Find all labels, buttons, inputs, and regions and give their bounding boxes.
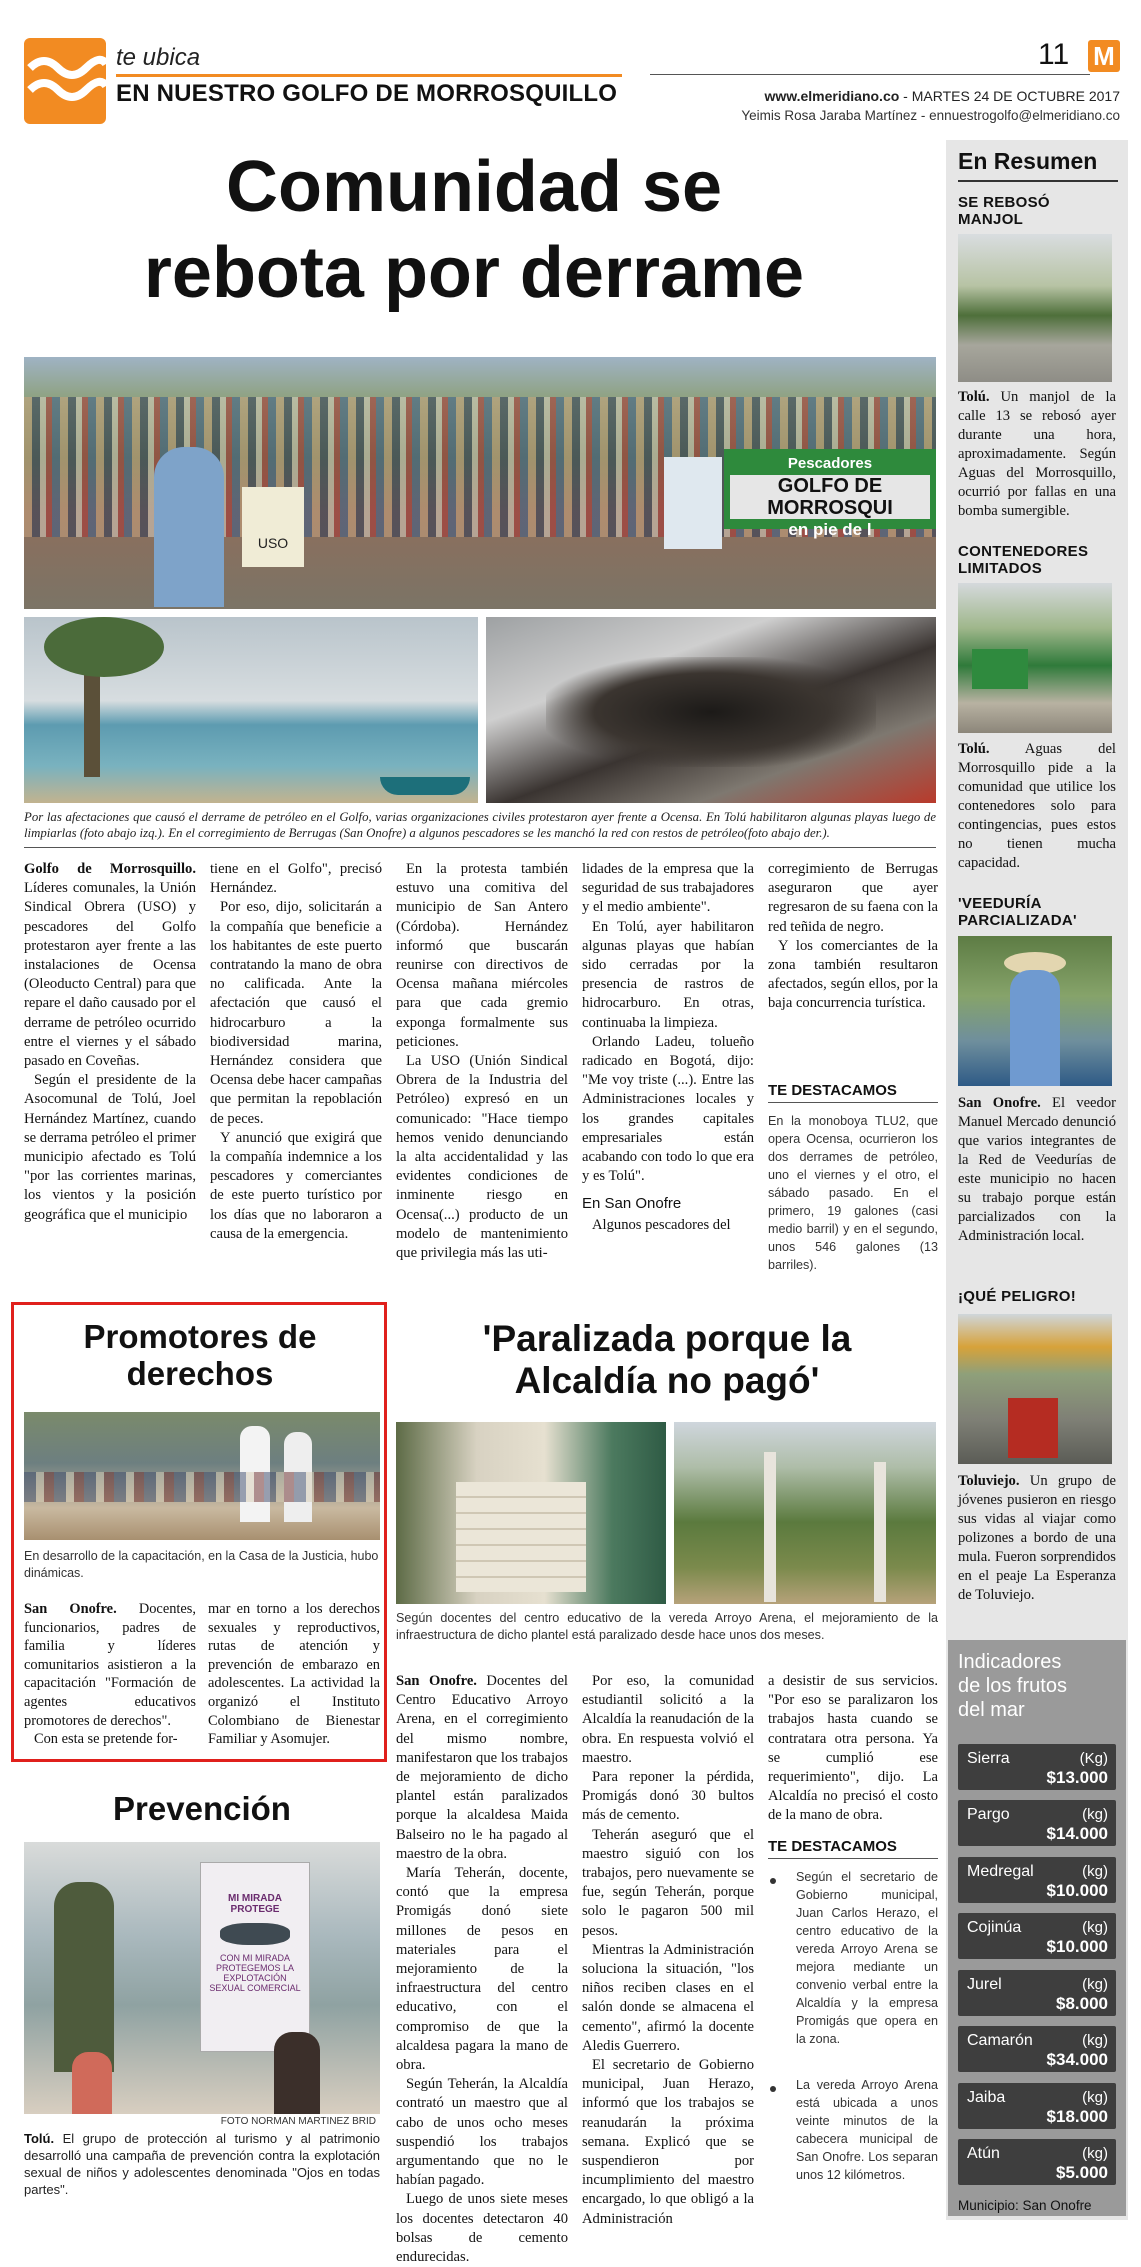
- caption-rule: [24, 847, 936, 848]
- training-photo: [24, 1412, 380, 1540]
- price-value: $13.000: [1046, 1768, 1108, 1787]
- stained-net-photo: [486, 617, 936, 803]
- sidebar-title: En Resumen: [958, 148, 1098, 174]
- price-fish-name: Camarón: [967, 2032, 1033, 2049]
- manhole-photo: [958, 234, 1112, 382]
- bullet-text-2: La vereda Arroyo Arena está ubicada a unos veinte minutos de la cabecera municipal de San Onofre. Los separan unos 12 kilómetros.: [796, 2078, 938, 2182]
- author-line: Yeimis Rosa Jaraba Martínez - ennuestrogolfo@elmeridiano.co: [741, 108, 1120, 123]
- prices-list: [948, 0, 1126, 1]
- price-fish-name: Cojinúa: [967, 1919, 1022, 1936]
- price-value: $8.000: [1056, 1994, 1108, 2013]
- te-destacamos-paralizada-title: TE DESTACAMOS: [768, 1838, 897, 1855]
- price-value: $5.000: [1056, 2163, 1108, 2182]
- photo-credit: FOTO NORMAN MARTINEZ BRID: [220, 2116, 376, 2127]
- prevencion-text: Tolú. El grupo de protección al turismo y al patrimonio desarrolló una campaña de prevención contra la explotación sexual de niños y adolescentes denominada "Ojos en todas partes".: [24, 2131, 380, 2197]
- price-unit: (kg): [1082, 1976, 1108, 1993]
- school-yard-photo: [674, 1422, 936, 1604]
- sidebar-title-rule: [958, 180, 1118, 182]
- price-unit: (kg): [1082, 2145, 1108, 2162]
- cement-photo: [396, 1422, 666, 1604]
- main-headline: [24, 144, 924, 316]
- price-value: $10.000: [1046, 1881, 1108, 1900]
- price-value: $14.000: [1046, 1824, 1108, 1843]
- sidebar-item-2-head: CONTENEDORES LIMITADOS: [958, 543, 1089, 577]
- promotores-caption: En desarrollo de la capacitación, en la Casa de la Justicia, hubo dinámicas.: [24, 1549, 379, 1580]
- sidebar-item-3-head: 'VEEDURÍA PARCIALIZADA': [958, 895, 1077, 929]
- promotores-title: Promotores de derechos: [83, 1318, 317, 1392]
- price-unit: (kg): [1082, 2089, 1108, 2106]
- bullet-dot-2: [770, 2086, 776, 2092]
- sidebar-item-1-text: Tolú. Un manjol de la calle 13 se rebosó ayer durante una hora, aproximadamente. Según Aguas del Morrosquillo, ocurrió por fallas en una bomba sumergible.: [958, 389, 1116, 519]
- bullet-text-1: Según el secretario de Gobierno municipal, Juan Carlos Herazo, el centro educativo de la vereda Arroyo Arena se mejora mediante un convenio verbal entre la Alcaldía y la empresa Promigás que opera en la zona.: [796, 1870, 938, 2046]
- te-destacamos-main-title: TE DESTACAMOS: [768, 1082, 897, 1099]
- main-col-5: corregimiento de Berrugas aseguraron que ayer regresaron de su faena con la red teñida de negro. Y los comerciantes de la zona también resultaron afectados, según ellos, por la baja concurrencia turística.: [768, 861, 938, 1012]
- section-title: EN NUESTRO GOLFO DE MORROSQUILLO: [116, 80, 618, 107]
- prices-title: Indicadores de los frutos del mar: [958, 1651, 1067, 1721]
- price-unit: (kg): [1082, 2032, 1108, 2049]
- promotores-col-1: San Onofre. Docentes, funcionarios, padres de familia y líderes comunitarios asistieron a la capacitación "Formación de agentes educativos promotores de derechos". Con esta se pretende for-: [24, 1601, 196, 1748]
- header-rule-right: [650, 74, 1090, 75]
- containers-photo: [958, 583, 1112, 733]
- sidebar-item-4-head: ¡QUÉ PELIGRO!: [958, 1288, 1077, 1305]
- main-col-2: tiene en el Golfo", precisó Hernández. Por eso, dijo, solicitarán a la compañía que beneficie a los habitantes de este puerto contratando la mano de obra no calificada. Ante la afectación que causó el hidrocarburo a la biodiversidad marina, Hernández considera que Ocensa debe hacer campañas que permitan la repoblación de peces. Y anunció que exigirá que la compañía indemnice a los pescadores y comerciantes de este puerto turístico por los días que no laboraron a causa de la emergencia.: [210, 861, 382, 1242]
- paralizada-col-1: San Onofre. Docentes del Centro Educativo Arroyo Arena, en el corregimiento del mismo nombre, manifestaron que los trabajos de mejoramiento de dicho plantel están paralizados porque la alcaldesa Maida Balseiro no le ha pagado al maestro de la obra. María Teherán, docente, contó que la empresa Promigás donó siete millones de pesos en materiales para el mejoramiento de la infraestructura del centro educativo, con el compromiso de que la alcaldesa pagara la mano de obra. Según Teherán, la Alcaldía contrató un maestro que al cabo de unos ocho meses suspendió los trabajos argumentando que no le habían pagado. Luego de unos siete meses los docentes detectaron 40 bolsas de cemento endurecidas.: [396, 1673, 568, 2266]
- price-fish-name: Pargo: [967, 1806, 1010, 1823]
- page-number: 11: [1038, 38, 1070, 71]
- protest-photo: [24, 357, 936, 609]
- main-col-3: En la protesta también estuvo una comitiva del municipio de San Antero (Córdoba). Hernández informó que buscarán reunirse con directivos de Ocensa mañana miércoles para que cada gremio exponga formalmente sus peticiones. La USO (Unión Sindical Obrera de la Industria del Petróleo) expresó en un comunicado: "Hace tiempo hemos venido denunciando la alta accidentalidad y las evidentes condiciones de inminente riesgo en Ocensa(...) producto de un modelo de mantenimiento que privilegia más las uti-: [396, 861, 568, 1262]
- beach-photo: [24, 617, 478, 803]
- protest-sign-uso: USO: [242, 487, 304, 567]
- price-row-5: [958, 2026, 1116, 2072]
- paralizada-caption: Según docentes del centro educativo de la vereda Arroyo Arena, el mejoramiento de la infraestructura de dicho plantel está paralizado desde hace unos dos meses.: [396, 1611, 938, 1642]
- price-row-7: [958, 2139, 1116, 2185]
- header-kicker: te ubica: [116, 44, 201, 71]
- main-photo-caption: Por las afectaciones que causó el derrame de petróleo en el Golfo, varias organizaciones civiles protestaron ayer frente a Ocensa. En Tolú habilitaron algunas playas luego de limpiarlas (foto abajo izq.). En el corregimiento de Berrugas (San Onofre) a algunos pescadores se les manchó la red con restos de petróleo(foto abajo der.).: [24, 810, 936, 840]
- price-unit: (Kg): [1079, 1750, 1108, 1767]
- sidebar-item-3-text: San Onofre. El veedor Manuel Mercado denunció que varios integrantes de la Red de Veedurías de este municipio no hacen su trabajo porque están parcializados con la Administración local.: [958, 1095, 1116, 1244]
- price-row-0: [958, 1744, 1116, 1790]
- paralizada-col-2: Por eso, la comunidad estudiantil solicitó a la Alcaldía la reanudación de la obra. En respuesta volvió el maestro. Para reponer la pérdida, Promigás donó 30 bultos más de cemento. Teherán aseguró que el maestro siguió con los trabajos, pero nuevamente se fue, según Teherán, porque solo le pagaron 500 mil pesos. Mientras la Administración soluciona la situación, "los niños reciben clases en el salón donde se almacena el cemento", afirmó la docente Aledis Guerrero. El secretario de Gobierno municipal, Juan Herazo, informó que los trabajos se reanudarán la próxima semana. Explicó que se suspendieron por incumplimiento del maestro encargado, lo que obligó a la Administración: [582, 1673, 754, 2227]
- main-col-4: lidades de la empresa que la seguridad de sus trabajadores y el medio ambiente". En Tolú, ayer habilitaron algunas playas que habían sido cerradas por la presencia de rastros de hidrocarburo. En otras, continuaba la limpieza. Orlando Ladeu, tolueño radicado en Bogotá, dijo: "Me voy triste (...). Entre las Administraciones locales y los grandes capitales empresariales están acabando con todo lo que era y es Tolú". En San Onofre Algunos pescadores del: [582, 861, 754, 1233]
- headline-line-2: rebota por derrame: [143, 233, 805, 313]
- promotores-col-2: mar en torno a los derechos sexuales y reproductivos, rutas de atención y prevención de embarazo en adolescentes. La actividad la organizó el Instituto Colombiano de Bienestar Familiar y Asomujer.: [208, 1601, 380, 1748]
- newspaper-logo-icon: M: [1088, 40, 1120, 72]
- section-logo-icon: [24, 38, 106, 124]
- price-row-6: [958, 2083, 1116, 2129]
- price-fish-name: Jaiba: [967, 2089, 1006, 2106]
- protest-banner: Pescadores GOLFO DE MORROSQUI en pie de l: [724, 449, 936, 529]
- price-row-4: [958, 1970, 1116, 2016]
- price-fish-name: Sierra: [967, 1750, 1010, 1767]
- price-value: $18.000: [1046, 2107, 1108, 2126]
- police-photo: [24, 1842, 380, 2114]
- veedor-photo: [958, 936, 1112, 1086]
- toll-photo: [958, 1314, 1112, 1464]
- price-value: $10.000: [1046, 1937, 1108, 1956]
- header-dateline: [650, 88, 1120, 104]
- site-url[interactable]: www.elmeridiano.co: [764, 88, 900, 104]
- paralizada-title: 'Paralizada porque la Alcaldía no pagó': [482, 1318, 852, 1401]
- paralizada-col-3: a desistir de sus servicios. "Por eso se paralizaron los trabajos hasta cuando se contratara otra persona. Ya se cumplió ese requerimiento", dijo. La Alcaldía no precisó el costo de la mano de obra.: [768, 1673, 938, 1824]
- price-fish-name: Jurel: [967, 1976, 1002, 1993]
- price-value: $34.000: [1046, 2050, 1108, 2069]
- price-row-2: [958, 1857, 1116, 1903]
- subhead-san-onofre: En San Onofre: [582, 1195, 682, 1213]
- date: - MARTES 24 DE OCTUBRE 2017: [899, 88, 1120, 104]
- te-destacamos-main-rule: [768, 1102, 938, 1103]
- te-destacamos-main-text: En la monoboya TLU2, que opera Ocensa, ocurrieron los dos derrames de petróleo, uno el viernes y el otro, el sábado pasado. En el primero, 19 galones (casi medio barril) y en el segundo, unos 546 galones (13 barriles).: [768, 1114, 938, 1272]
- sidebar-item-1-head: SE REBOSÓ MANJOL: [958, 194, 1050, 228]
- price-fish-name: Atún: [967, 2145, 1000, 2162]
- price-row-1: [958, 1800, 1116, 1846]
- header-rule: [116, 74, 622, 77]
- campaign-banner: MI MIRADA PROTEGE CON MI MIRADA PROTEGEMOS LA EXPLOTACIÓN SEXUAL COMERCIAL: [200, 1862, 310, 2052]
- headline-line-1: Comunidad se: [225, 147, 723, 227]
- municipio-label: Municipio: San Onofre: [958, 2198, 1092, 2213]
- sidebar-item-4-text: Toluviejo. Un grupo de jóvenes pusieron en riesgo sus vidas al viajar como polizones a bordo de una mula. Fueron sorprendidos en el peaje La Esperanza de Toluviejo.: [958, 1473, 1116, 1603]
- main-col-1: Golfo de Morrosquillo. Líderes comunales, la Unión Sindical Obrera (USO) y pescadores del Golfo protestaron ayer frente a las instalaciones de Ocensa (Oleoducto Central) para que repare el daño causado por el derrame de petróleo ocurrido entre el viernes y el sábado pasado en Coveñas. Según el presidente de la Asocomunal de Tolú, Joel Hernández Martínez, cuando se derrama petróleo el primer municipio afectado es Tolú "por las corrientes marinas, los vientos y la posición geográfica que el municipio: [24, 861, 196, 1223]
- price-unit: (kg): [1082, 1863, 1108, 1880]
- price-row-3: [958, 1913, 1116, 1959]
- prevencion-title: Prevención: [113, 1790, 291, 1827]
- price-fish-name: Medregal: [967, 1863, 1034, 1880]
- te-destacamos-paralizada-rule: [768, 1858, 938, 1859]
- price-unit: (kg): [1082, 1806, 1108, 1823]
- price-unit: (kg): [1082, 1919, 1108, 1936]
- bullet-dot-1: [770, 1878, 776, 1884]
- sidebar-item-2-text: Tolú. Aguas del Morrosquillo pide a la comunidad que utilice los contenedores solo para contingencias, pues estos no tienen mucha capacidad.: [958, 741, 1116, 871]
